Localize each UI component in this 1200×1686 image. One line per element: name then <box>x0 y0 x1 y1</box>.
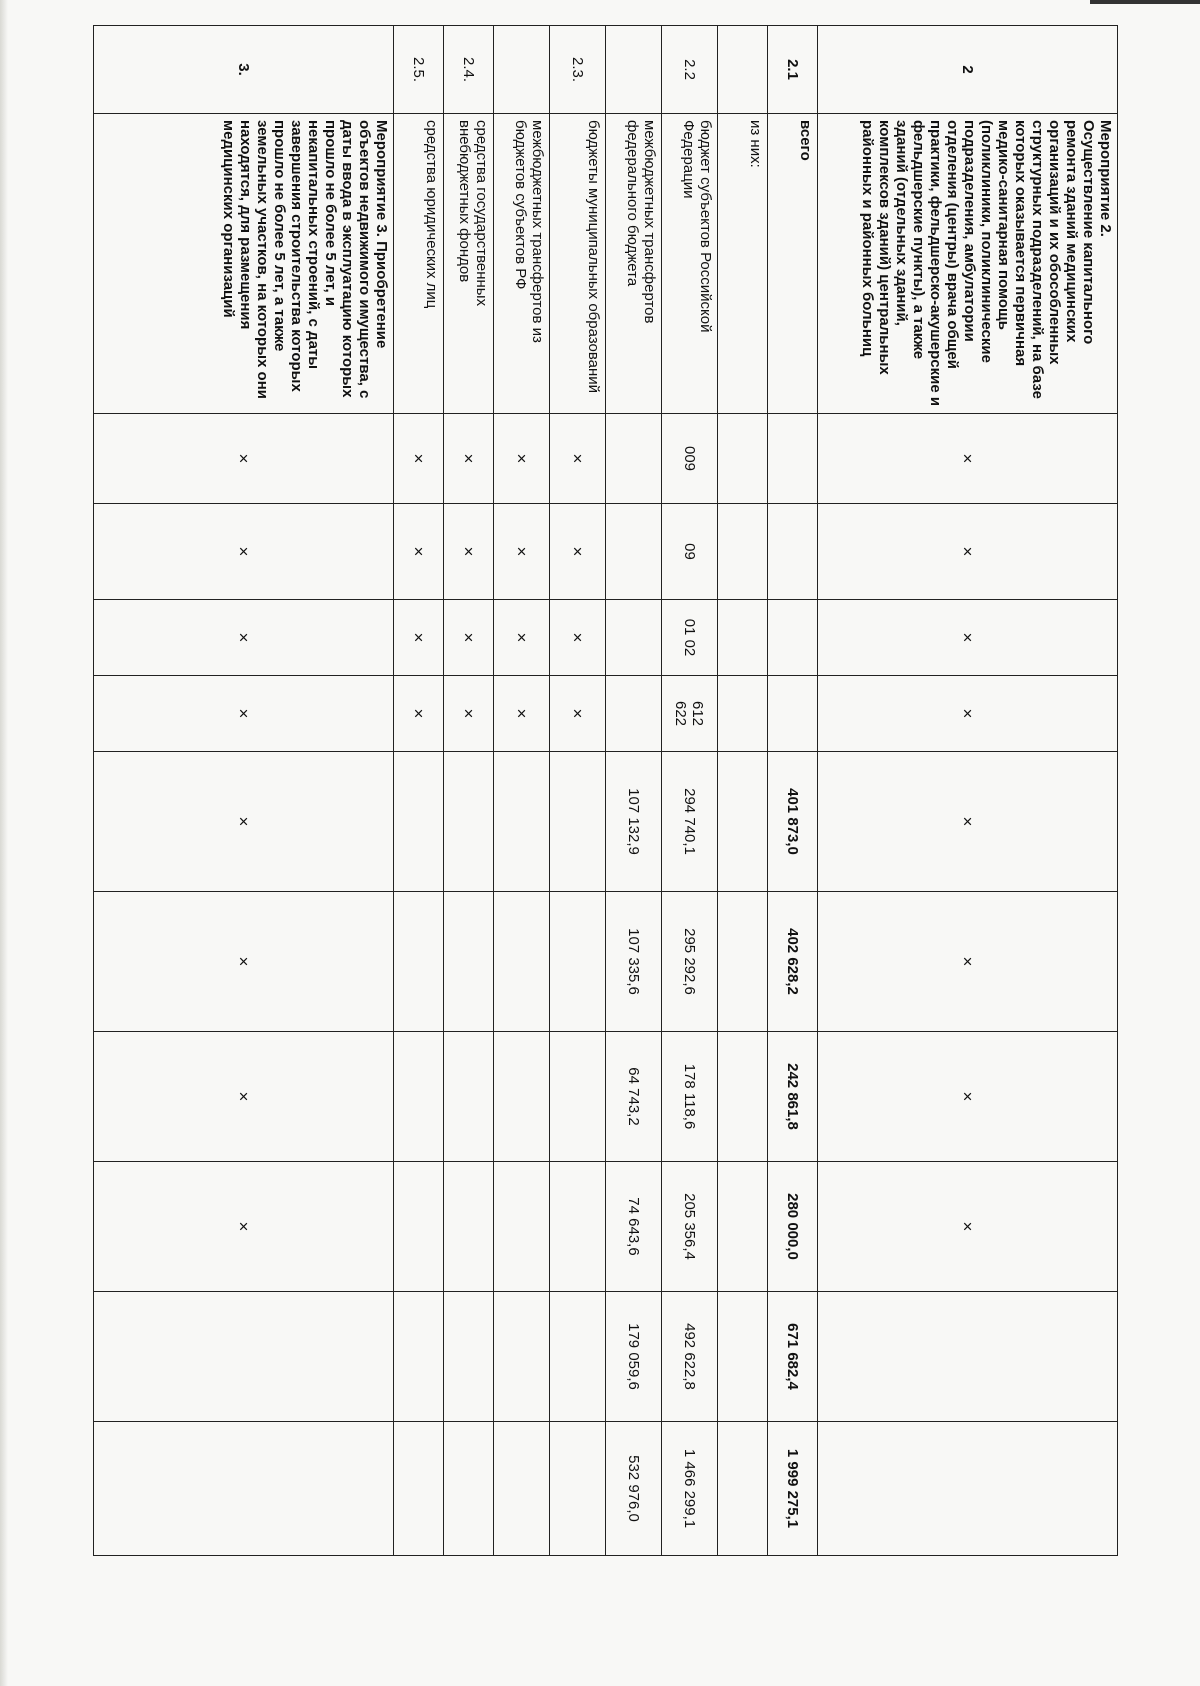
row-label: из них: <box>718 114 768 414</box>
code-cell-c3: × <box>818 600 1118 676</box>
value-cell-v3: 64 743,2 <box>606 1032 662 1162</box>
table-row <box>818 26 1118 1556</box>
code-cell-c2: 09 <box>662 504 718 600</box>
value-cell-v1: 294 740,1 <box>662 752 718 892</box>
value-cell-v4 <box>550 1162 606 1292</box>
value-cell-v2 <box>550 892 606 1032</box>
code-cell-c3: × <box>94 600 394 676</box>
code-cell-c4: × <box>494 676 550 752</box>
code-cell-c3: × <box>550 600 606 676</box>
value-cell-v5 <box>94 1292 394 1422</box>
code-cell-c1: × <box>550 414 606 504</box>
row-index: 2.3. <box>550 26 606 114</box>
row-label: бюджет субъектов Российской Федерации <box>662 114 718 414</box>
value-cell-v6 <box>394 1422 444 1556</box>
row-index: 3. <box>94 26 394 114</box>
code-cell-c1 <box>606 414 662 504</box>
code-cell-c4 <box>606 676 662 752</box>
value-cell-v4: 205 356,4 <box>662 1162 718 1292</box>
row-label: межбюджетных трансфертов федерального бюджета <box>606 114 662 414</box>
value-cell-v6 <box>718 1422 768 1556</box>
table-row <box>94 26 394 1556</box>
code-cell-c2: × <box>394 504 444 600</box>
code-cell-c1: × <box>394 414 444 504</box>
table-row <box>394 26 444 1556</box>
code-cell-c2: × <box>444 504 494 600</box>
row-index: 2.1 <box>768 26 818 114</box>
value-cell-v3 <box>494 1032 550 1162</box>
value-cell-v4: × <box>94 1162 394 1292</box>
value-cell-v2: 107 335,6 <box>606 892 662 1032</box>
code-cell-c3 <box>718 600 768 676</box>
row-label: средства государственных внебюджетных фондов <box>444 114 494 414</box>
code-cell-c4: × <box>550 676 606 752</box>
code-cell-c4 <box>768 676 818 752</box>
value-cell-v1 <box>718 752 768 892</box>
code-cell-c2 <box>606 504 662 600</box>
row-label: всего <box>768 114 818 414</box>
code-cell-c4: × <box>94 676 394 752</box>
code-cell-c1: 009 <box>662 414 718 504</box>
code-cell-c1: × <box>818 414 1118 504</box>
code-cell-c1: × <box>94 414 394 504</box>
value-cell-v1: 107 132,9 <box>606 752 662 892</box>
code-cell-c1: × <box>444 414 494 504</box>
row-label: бюджеты муниципальных образований <box>550 114 606 414</box>
value-cell-v6: 1 466 299,1 <box>662 1422 718 1556</box>
value-cell-v2 <box>394 892 444 1032</box>
code-cell-c3 <box>606 600 662 676</box>
value-cell-v3 <box>444 1032 494 1162</box>
value-cell-v1: × <box>94 752 394 892</box>
page-corner-mark <box>1090 0 1200 4</box>
value-cell-v3: 242 861,8 <box>768 1032 818 1162</box>
row-label: Мероприятие 3. Приобретение объектов недвижимого имущества, с даты ввода в эксплуатацию которых прошло не более 5 лет, и некапитальных строений, с даты завершения строительства которых прошло не более 5 лет, а также земельных участков, на которых они находятся, для размещения медицинских организаций <box>94 114 394 414</box>
value-cell-v5 <box>550 1292 606 1422</box>
code-cell-c3: 01 02 <box>662 600 718 676</box>
table-row <box>606 26 662 1556</box>
value-cell-v4 <box>444 1162 494 1292</box>
value-cell-v3 <box>550 1032 606 1162</box>
value-cell-v1 <box>444 752 494 892</box>
code-cell-c4: × <box>818 676 1118 752</box>
value-cell-v1 <box>394 752 444 892</box>
code-cell-c2: × <box>818 504 1118 600</box>
value-cell-v4 <box>718 1162 768 1292</box>
value-cell-v5 <box>718 1292 768 1422</box>
value-cell-v5 <box>494 1292 550 1422</box>
value-cell-v3 <box>718 1032 768 1162</box>
code-cell-c4: × <box>444 676 494 752</box>
value-cell-v6 <box>94 1422 394 1556</box>
code-cell-c1: × <box>494 414 550 504</box>
value-cell-v6: 532 976,0 <box>606 1422 662 1556</box>
value-cell-v6 <box>818 1422 1118 1556</box>
value-cell-v5: 179 059,6 <box>606 1292 662 1422</box>
value-cell-v1: × <box>818 752 1118 892</box>
row-index: 2.2 <box>662 26 718 114</box>
code-cell-c1 <box>768 414 818 504</box>
code-cell-c2: × <box>94 504 394 600</box>
row-index <box>606 26 662 114</box>
code-cell-c2: × <box>494 504 550 600</box>
value-cell-v3: 178 118,6 <box>662 1032 718 1162</box>
code-cell-c2: × <box>550 504 606 600</box>
code-cell-c4: 612 622 <box>662 676 718 752</box>
code-cell-c2 <box>768 504 818 600</box>
value-cell-v5: 671 682,4 <box>768 1292 818 1422</box>
budget-table <box>93 25 1118 1556</box>
value-cell-v2: 295 292,6 <box>662 892 718 1032</box>
table-row <box>444 26 494 1556</box>
table-row <box>550 26 606 1556</box>
row-index: 2.4. <box>444 26 494 114</box>
code-cell-c4: × <box>394 676 444 752</box>
value-cell-v4: × <box>818 1162 1118 1292</box>
value-cell-v4: 74 643,6 <box>606 1162 662 1292</box>
value-cell-v2: × <box>818 892 1118 1032</box>
row-index: 2 <box>818 26 1118 114</box>
value-cell-v5 <box>444 1292 494 1422</box>
table-row <box>768 26 818 1556</box>
row-index: 2.5. <box>394 26 444 114</box>
value-cell-v6 <box>444 1422 494 1556</box>
value-cell-v2: × <box>94 892 394 1032</box>
value-cell-v3 <box>394 1032 444 1162</box>
value-cell-v2 <box>444 892 494 1032</box>
value-cell-v3: × <box>94 1032 394 1162</box>
table-row <box>494 26 550 1556</box>
value-cell-v1 <box>494 752 550 892</box>
value-cell-v1: 401 873,0 <box>768 752 818 892</box>
value-cell-v4 <box>394 1162 444 1292</box>
value-cell-v6 <box>550 1422 606 1556</box>
row-label: Мероприятие 2. Осуществление капитального ремонта зданий медицинских организаций и их обособленных структурных подразделений, на базе которых оказывается первичная медико-санитарная помощь (поликлиники, поликлинические подразделения, амбулатории отделения (центры) врача общей практики, фельдшерско-акушерские и фельдшерские пункты), а также зданий (отдельных зданий, комплексов зданий) центральных районных и районных больниц <box>818 114 1118 414</box>
code-cell-c4 <box>718 676 768 752</box>
code-cell-c3: × <box>444 600 494 676</box>
code-cell-c3 <box>768 600 818 676</box>
value-cell-v5: 492 622,8 <box>662 1292 718 1422</box>
code-cell-c3: × <box>394 600 444 676</box>
code-cell-c2 <box>718 504 768 600</box>
row-index <box>718 26 768 114</box>
rotated-page <box>0 25 1118 1555</box>
code-cell-c3: × <box>494 600 550 676</box>
table-row <box>662 26 718 1556</box>
value-cell-v4 <box>494 1162 550 1292</box>
value-cell-v2 <box>718 892 768 1032</box>
value-cell-v4: 280 000,0 <box>768 1162 818 1292</box>
value-cell-v5 <box>394 1292 444 1422</box>
value-cell-v6: 1 999 275,1 <box>768 1422 818 1556</box>
value-cell-v3: × <box>818 1032 1118 1162</box>
value-cell-v2 <box>494 892 550 1032</box>
code-cell-c1 <box>718 414 768 504</box>
row-label: межбюджетных трансфертов из бюджетов субъектов РФ <box>494 114 550 414</box>
row-label: средства юридических лиц <box>394 114 444 414</box>
row-index <box>494 26 550 114</box>
value-cell-v5 <box>818 1292 1118 1422</box>
table-row <box>718 26 768 1556</box>
value-cell-v2: 402 628,2 <box>768 892 818 1032</box>
value-cell-v6 <box>494 1422 550 1556</box>
value-cell-v1 <box>550 752 606 892</box>
